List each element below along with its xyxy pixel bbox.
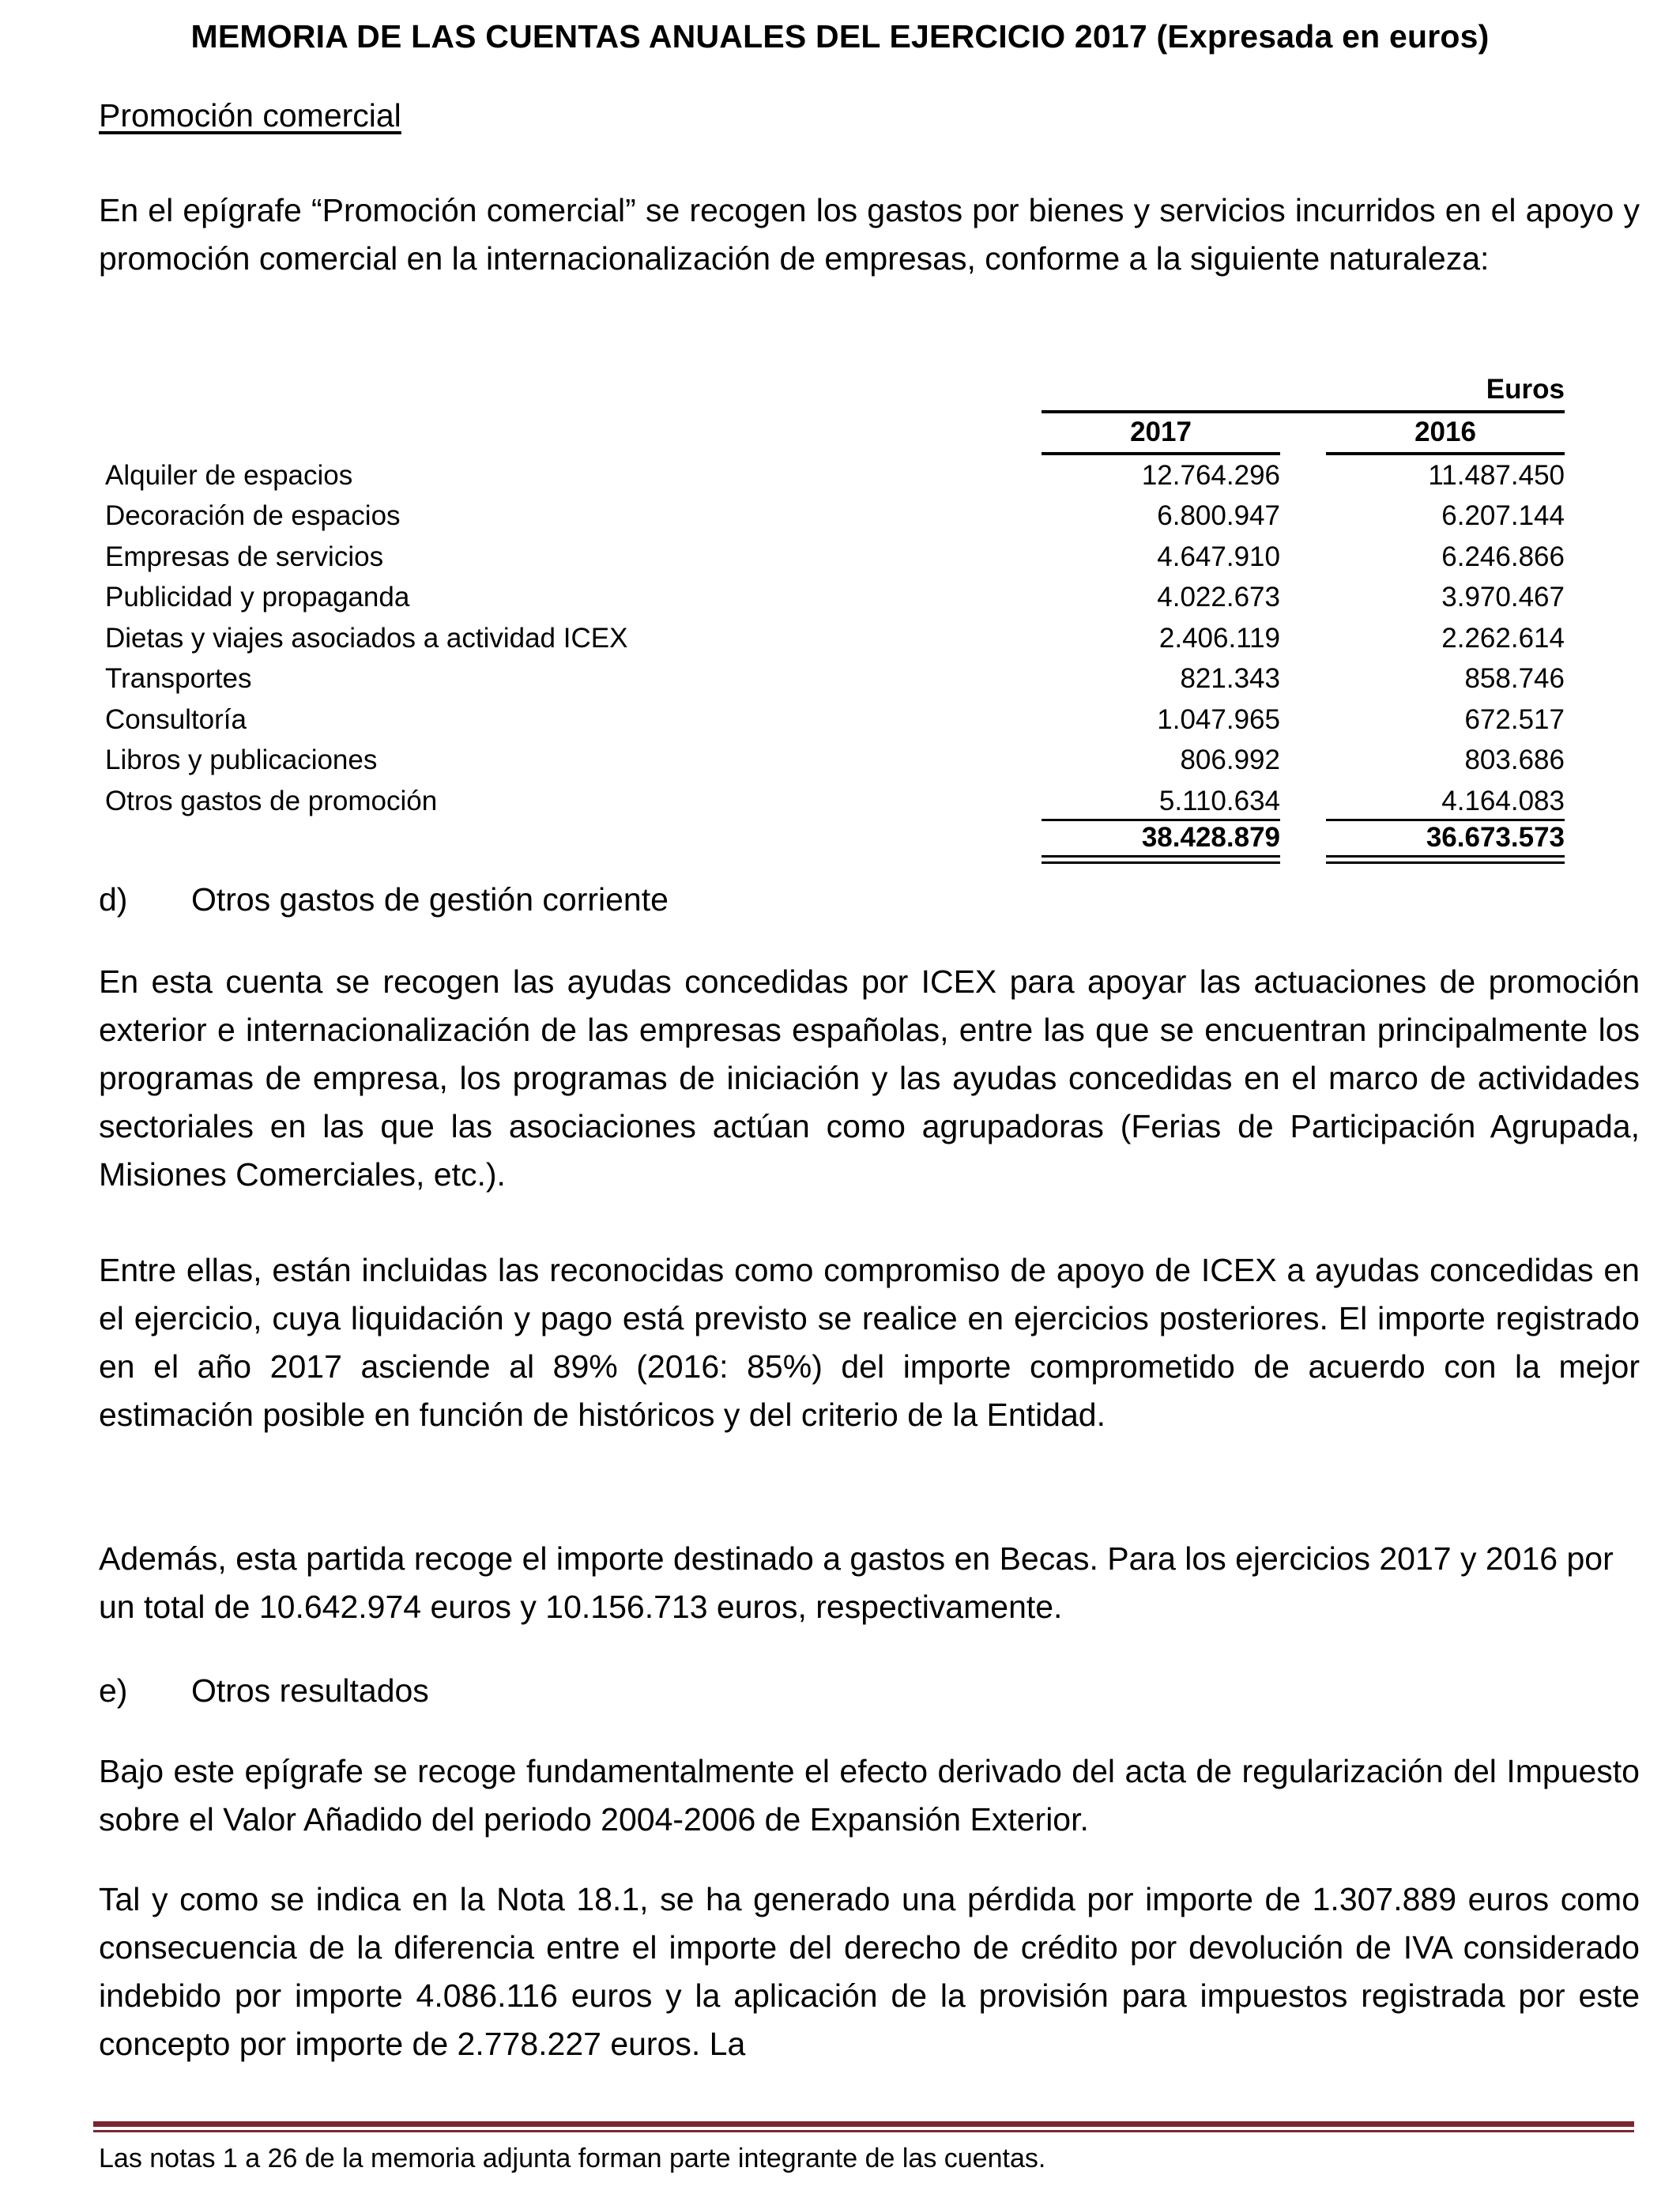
document-title: MEMORIA DE LAS CUENTAS ANUALES DEL EJERCICIO 2017 (Expresada en euros) — [190, 18, 1490, 55]
row-value-2017: 6.800.947 — [1157, 500, 1280, 531]
section-heading-d — [99, 877, 669, 922]
promocion-intro-paragraph: En el epígrafe “Promoción comercial” se recogen los gastos por bienes y servicios incurridos en el apoyo y promoción comercial en la internacionalización de empresas, conforme a la siguiente naturaleza: — [99, 192, 1640, 277]
section-e-paragraph-1: Bajo este epígrafe se recoge fundamentalmente el efecto derivado del acta de regularización del Impuesto sobre el Valor Añadido del periodo 2004-2006 de Expansión Exterior. — [99, 1753, 1640, 1838]
row-label: Libros y publicaciones — [105, 745, 378, 775]
row-value-2016: 6.207.144 — [1441, 500, 1565, 531]
row-label: Decoración de espacios — [105, 500, 401, 531]
section-heading-promocion: Promoción comercial — [99, 97, 401, 134]
section-heading-e — [99, 1668, 429, 1713]
row-value-2017: 821.343 — [1180, 663, 1280, 694]
table-row — [105, 699, 1565, 740]
section-title: Otros gastos de gestión corriente — [191, 881, 669, 918]
table-row — [105, 496, 1565, 536]
row-value-2017: 12.764.296 — [1141, 460, 1280, 491]
footer-note: Las notas 1 a 26 de la memoria adjunta forman parte integrante de las cuentas. — [99, 2143, 1046, 2173]
section-d-paragraph-3: Además, esta partida recoge el importe destinado a gastos en Becas. Para los ejercicios 2017 y 2016 por un total de 10.642.974 euros y 10.156.713 euros, respectivamente. — [99, 1540, 1614, 1625]
row-value-2017: 4.647.910 — [1157, 541, 1280, 572]
table-row — [105, 618, 1565, 658]
row-value-2017: 806.992 — [1180, 745, 1280, 775]
row-value-2016: 11.487.450 — [1428, 460, 1565, 491]
section-d-paragraph-2: Entre ellas, están incluidas las reconocidas como compromiso de apoyo de ICEX a ayudas concedidas en el ejercicio, cuya liquidación y pago está previsto se realice en ejercicios posteriores. El importe registrado en el año 2017 asciende al 89% (2016: 85%) del importe comprometido de acuerdo con la mejor estimación posible en función de históricos y del criterio de la Entidad. — [99, 1252, 1640, 1433]
row-value-2017: 5.110.634 — [1158, 786, 1280, 816]
table-row — [105, 781, 1565, 821]
row-label: Alquiler de espacios — [105, 460, 353, 491]
row-value-2016: 803.686 — [1464, 745, 1565, 775]
section-e-paragraph-2: Tal y como se indica en la Nota 18.1, se ha generado una pérdida por importe de 1.307.889 euros como consecuencia de la diferencia entre el importe del derecho de crédito por devolución de IVA considerado indebido por importe 4.086.116 euros y la aplicación de la provisión para impuestos registrada por este concepto por importe de 2.778.227 euros. La — [99, 1881, 1640, 2062]
row-label: Consultoría — [105, 704, 247, 735]
row-value-2016: 672.517 — [1464, 704, 1565, 735]
table-row — [105, 658, 1565, 699]
section-letter: d) — [99, 881, 128, 918]
footer-rule-thin — [93, 2130, 1634, 2132]
row-label: Otros gastos de promoción — [105, 786, 438, 816]
column-header-2016: 2016 — [1414, 417, 1476, 447]
row-value-2016: 858.746 — [1464, 663, 1565, 694]
row-label: Empresas de servicios — [105, 541, 384, 572]
total-value-2016: 36.673.573 — [1426, 822, 1565, 853]
table-row — [105, 537, 1565, 577]
section-letter: e) — [99, 1672, 128, 1709]
total-double-rule-2016 — [1326, 855, 1565, 864]
row-value-2017: 2.406.119 — [1158, 623, 1280, 654]
row-label: Dietas y viajes asociados a actividad ICEX — [105, 623, 628, 654]
table-row — [105, 740, 1565, 780]
section-title: Otros resultados — [191, 1672, 429, 1709]
row-value-2016: 6.246.866 — [1441, 541, 1565, 572]
row-value-2016: 3.970.467 — [1441, 582, 1565, 613]
row-label: Transportes — [105, 663, 252, 694]
total-value-2017: 38.428.879 — [1141, 822, 1280, 853]
row-value-2017: 4.022.673 — [1157, 582, 1280, 613]
section-d-paragraph-1: En esta cuenta se recogen las ayudas concedidas por ICEX para apoyar las actuaciones de promoción exterior e internacionalización de las empresas españolas, entre las que se encuentran principalmente los programas de empresa, los programas de iniciación y las ayudas concedidas en el marco de actividades sectoriales en las que las asociaciones actúan como agrupadoras (Ferias de Participación Agrupada, Misiones Comerciales, etc.). — [99, 963, 1640, 1193]
table-unit-rule — [1042, 410, 1565, 413]
column-header-2017: 2017 — [1130, 417, 1192, 447]
row-value-2017: 1.047.965 — [1157, 704, 1280, 735]
table-total-row — [105, 817, 1565, 858]
row-value-2016: 4.164.083 — [1441, 786, 1565, 816]
table-row — [105, 455, 1565, 496]
row-value-2016: 2.262.614 — [1441, 623, 1565, 654]
table-unit-label: Euros — [1486, 374, 1565, 405]
footer-rule-thick — [93, 2121, 1634, 2127]
row-label: Publicidad y propaganda — [105, 582, 410, 613]
table-row — [105, 577, 1565, 617]
total-double-rule-2017 — [1042, 855, 1280, 864]
